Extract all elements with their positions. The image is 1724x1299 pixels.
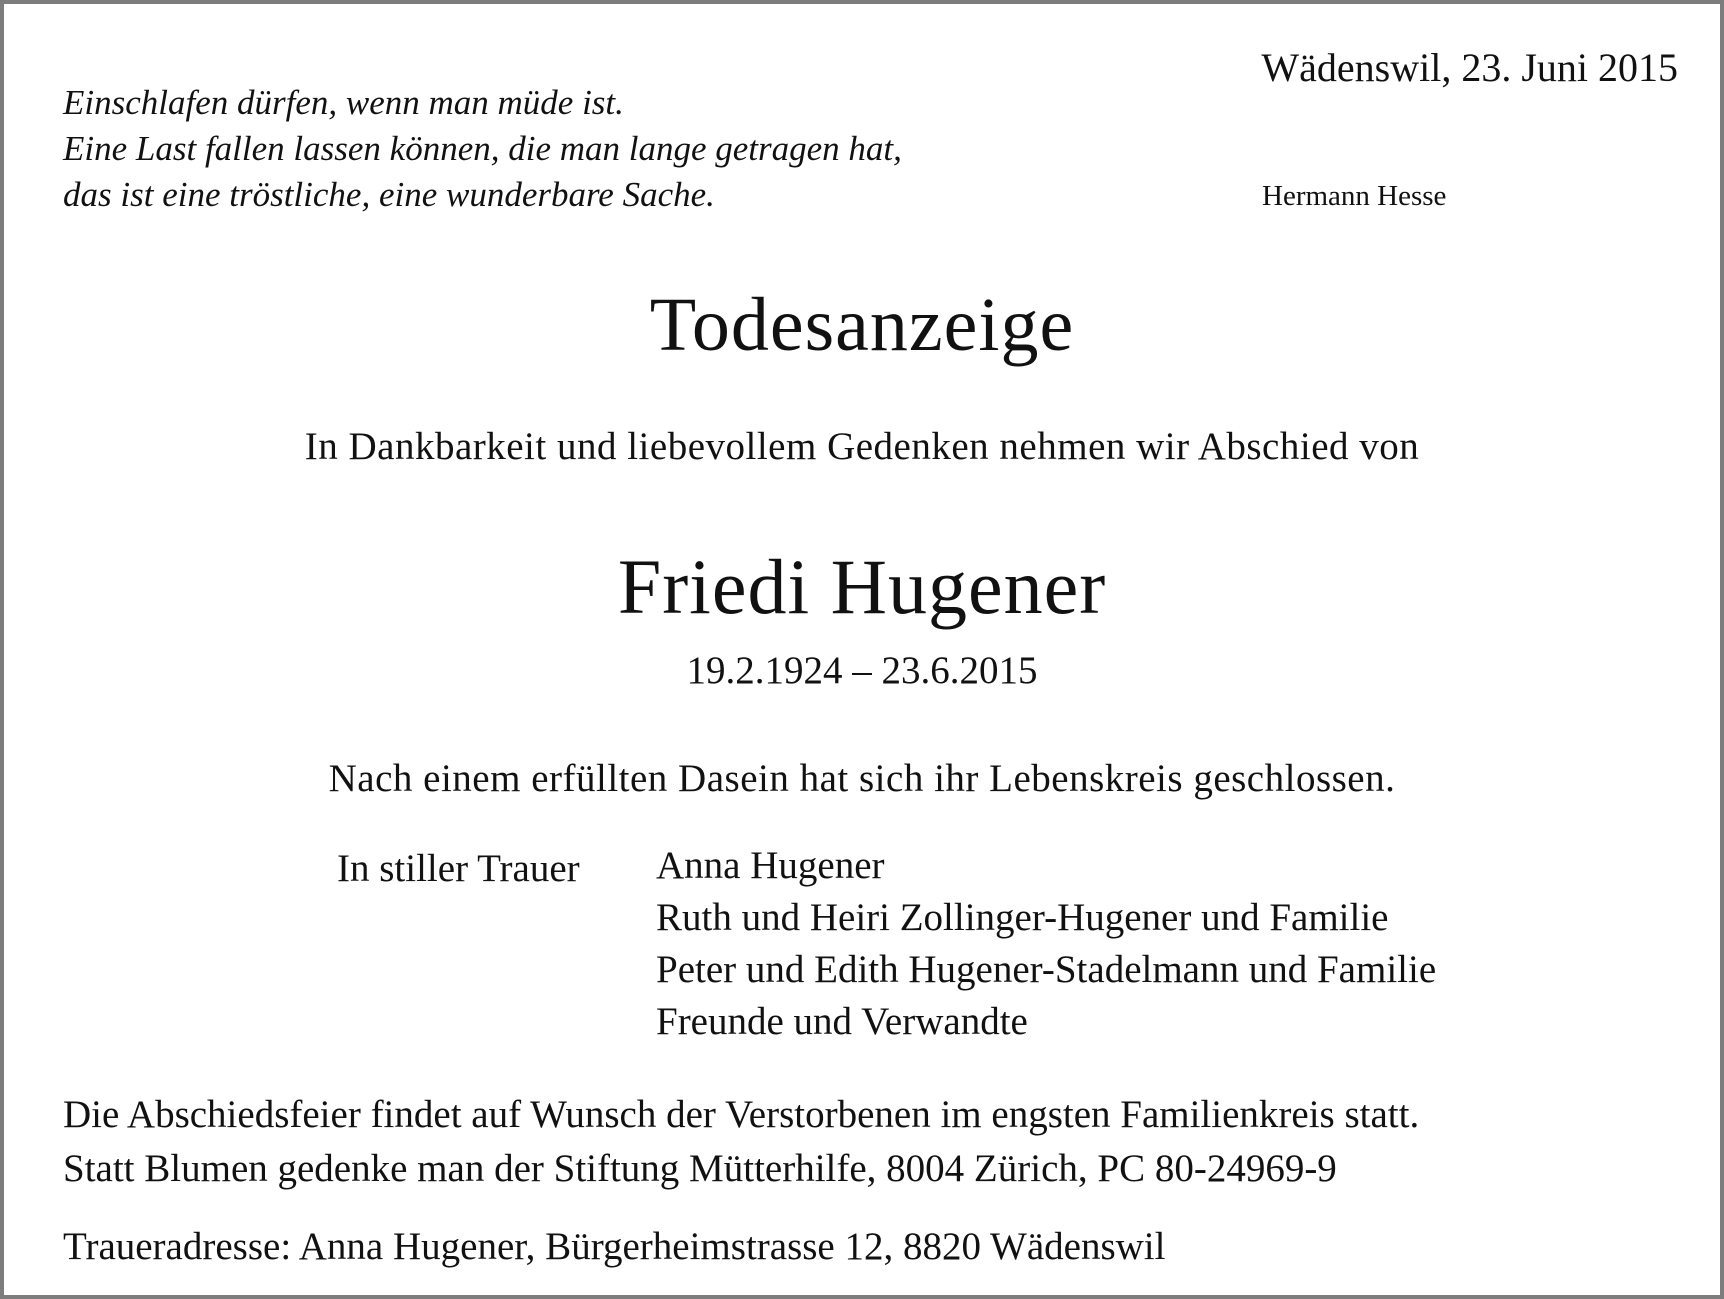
mourning-address: Traueradresse: Anna Hugener, Bürgerheimstrasse 12, 8820 Wädenswil bbox=[63, 1225, 1166, 1268]
intro-text: In Dankbarkeit und liebevollem Gedenken nehmen wir Abschied von bbox=[304, 425, 1420, 468]
donation-info-line: Statt Blumen gedenke man der Stiftung Mütterhilfe, 8004 Zürich, PC 80-24969-9 bbox=[63, 1147, 1337, 1190]
life-dates: 19.2.1924 – 23.6.2015 bbox=[686, 649, 1038, 692]
quote-line: das ist eine tröstliche, eine wunderbare Sache. bbox=[63, 175, 715, 214]
quote bbox=[63, 80, 902, 218]
place-date: Wädenswil, 23. Juni 2015 bbox=[1261, 45, 1678, 90]
quote-line: Einschlafen dürfen, wenn man müde ist. bbox=[63, 83, 624, 122]
mourner-name: Ruth und Heiri Zollinger-Hugener und Familie bbox=[656, 896, 1389, 939]
mourner-name: Anna Hugener bbox=[656, 844, 885, 887]
mourners-list bbox=[656, 846, 1436, 1048]
mourning-label: In stiller Trauer bbox=[337, 847, 580, 890]
mourner-name: Freunde und Verwandte bbox=[656, 1000, 1028, 1043]
ceremony-info-line: Die Abschiedsfeier findet auf Wunsch der Verstorbenen im engsten Familienkreis statt. bbox=[63, 1093, 1420, 1136]
life-circle-text: Nach einem erfüllten Dasein hat sich ihr Lebenskreis geschlossen. bbox=[328, 757, 1396, 800]
mourner-name: Peter und Edith Hugener-Stadelmann und Familie bbox=[656, 948, 1437, 991]
quote-author: Hermann Hesse bbox=[1262, 180, 1447, 212]
quote-line: Eine Last fallen lassen können, die man lange getragen hat, bbox=[63, 129, 902, 168]
deceased-name: Friedi Hugener bbox=[617, 543, 1107, 630]
notice-title: Todesanzeige bbox=[649, 283, 1075, 367]
ceremony-info bbox=[63, 1088, 1419, 1196]
